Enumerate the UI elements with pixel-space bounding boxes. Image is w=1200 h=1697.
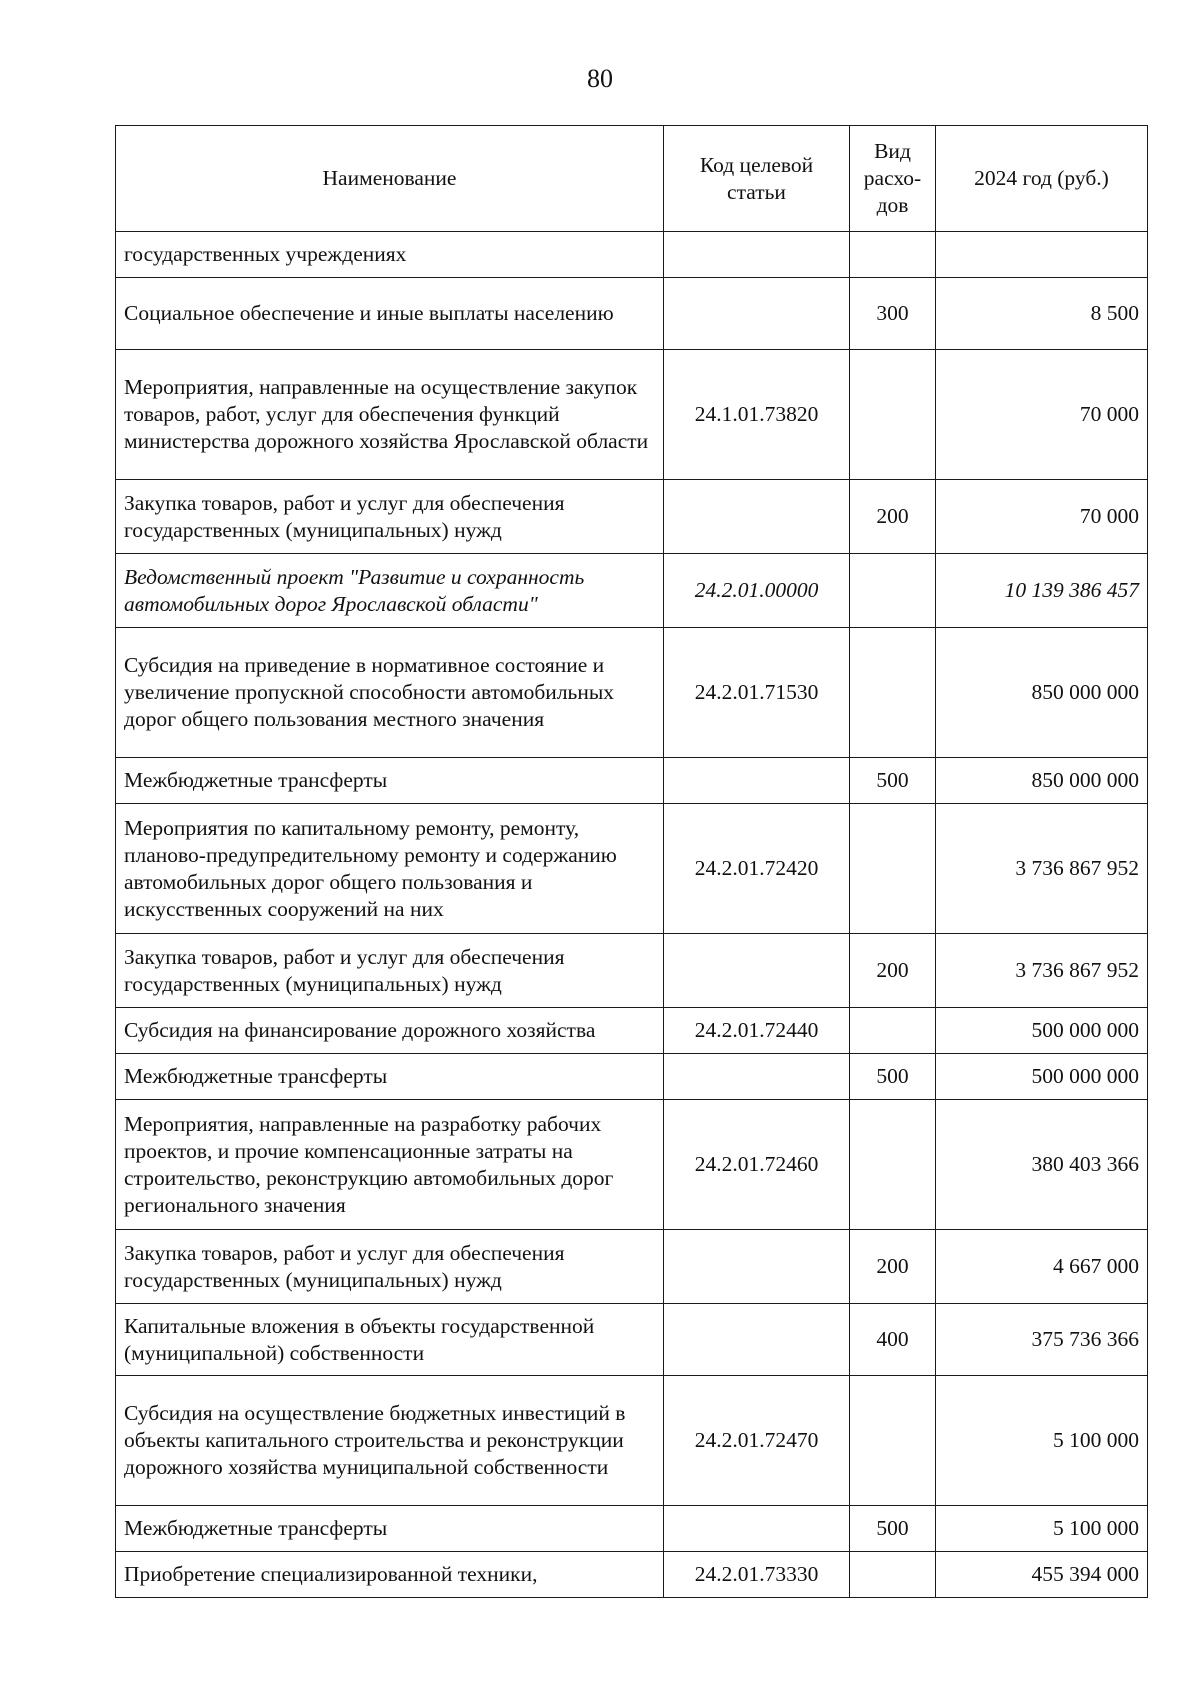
- table-row: [116, 1552, 1148, 1598]
- cell-type: [850, 1552, 936, 1598]
- table-row: [116, 934, 1148, 1008]
- cell-code: [664, 1506, 850, 1552]
- cell-code: 24.2.01.72470: [664, 1376, 850, 1506]
- table-row: [116, 554, 1148, 628]
- cell-code: 24.2.01.72440: [664, 1008, 850, 1054]
- cell-amount: 5 100 000: [936, 1506, 1148, 1552]
- cell-name: Приобретение специализированной техники,: [116, 1552, 664, 1598]
- table-row: [116, 1304, 1148, 1376]
- cell-code: [664, 1304, 850, 1376]
- table-row: [116, 804, 1148, 934]
- cell-amount: 500 000 000: [936, 1008, 1148, 1054]
- cell-code: 24.1.01.73820: [664, 350, 850, 480]
- cell-name: Субсидия на осуществление бюджетных инвестиций в объекты капитального строительства и реконструкции дорожного хозяйства муниципальной собственности: [116, 1376, 664, 1506]
- cell-name: Межбюджетные трансферты: [116, 1506, 664, 1552]
- cell-name: Мероприятия, направленные на разработку рабочих проектов, и прочие компенсационные затраты на строительство, реконструкцию автомобильных дорог регионального значения: [116, 1100, 664, 1230]
- table-row: [116, 1054, 1148, 1100]
- cell-amount: 3 736 867 952: [936, 804, 1148, 934]
- cell-name: государственных учреждениях: [116, 232, 664, 278]
- cell-code: [664, 232, 850, 278]
- cell-code: [664, 758, 850, 804]
- cell-type: [850, 350, 936, 480]
- cell-amount: 500 000 000: [936, 1054, 1148, 1100]
- cell-amount: 70 000: [936, 350, 1148, 480]
- cell-name: Субсидия на приведение в нормативное состояние и увеличение пропускной способности автомобильных дорог общего пользования местного значения: [116, 628, 664, 758]
- cell-code: [664, 934, 850, 1008]
- cell-type: 300: [850, 278, 936, 350]
- cell-type: 200: [850, 1230, 936, 1304]
- cell-code: [664, 1230, 850, 1304]
- header-code: Код целевой статьи: [664, 126, 850, 232]
- table-row: [116, 628, 1148, 758]
- cell-code: [664, 480, 850, 554]
- cell-amount: [936, 232, 1148, 278]
- cell-type: 400: [850, 1304, 936, 1376]
- table-row: [116, 1100, 1148, 1230]
- cell-code: 24.2.01.72420: [664, 804, 850, 934]
- cell-type: [850, 232, 936, 278]
- cell-type: 200: [850, 934, 936, 1008]
- table-row: [116, 1230, 1148, 1304]
- cell-code: [664, 278, 850, 350]
- cell-amount: 3 736 867 952: [936, 934, 1148, 1008]
- cell-name: Мероприятия, направленные на осуществление закупок товаров, работ, услуг для обеспечения функций министерства дорожного хозяйства Ярославской области: [116, 350, 664, 480]
- table-row: [116, 1008, 1148, 1054]
- cell-name: Межбюджетные трансферты: [116, 1054, 664, 1100]
- cell-type: [850, 628, 936, 758]
- budget-table: [115, 125, 1148, 1598]
- cell-code: 24.2.01.00000: [664, 554, 850, 628]
- cell-amount: 375 736 366: [936, 1304, 1148, 1376]
- table-row: [116, 232, 1148, 278]
- cell-amount: 455 394 000: [936, 1552, 1148, 1598]
- cell-type: [850, 1100, 936, 1230]
- cell-code: 24.2.01.72460: [664, 1100, 850, 1230]
- header-amount: 2024 год (руб.): [936, 126, 1148, 232]
- cell-name: Капитальные вложения в объекты государственной (муниципальной) собственности: [116, 1304, 664, 1376]
- cell-amount: 8 500: [936, 278, 1148, 350]
- cell-name: Закупка товаров, работ и услуг для обеспечения государственных (муниципальных) нужд: [116, 480, 664, 554]
- cell-amount: 4 667 000: [936, 1230, 1148, 1304]
- cell-type: 200: [850, 480, 936, 554]
- cell-amount: 10 139 386 457: [936, 554, 1148, 628]
- table-row: [116, 758, 1148, 804]
- cell-amount: 850 000 000: [936, 628, 1148, 758]
- table-row: [116, 1376, 1148, 1506]
- table-row: [116, 1506, 1148, 1552]
- cell-type: [850, 1376, 936, 1506]
- table-row: [116, 480, 1148, 554]
- cell-amount: 380 403 366: [936, 1100, 1148, 1230]
- cell-type: [850, 1008, 936, 1054]
- header-type: Вид расхо-дов: [850, 126, 936, 232]
- cell-name: Закупка товаров, работ и услуг для обеспечения государственных (муниципальных) нужд: [116, 934, 664, 1008]
- cell-name: Ведомственный проект "Развитие и сохранность автомобильных дорог Ярославской области": [116, 554, 664, 628]
- cell-type: 500: [850, 758, 936, 804]
- cell-name: Субсидия на финансирование дорожного хозяйства: [116, 1008, 664, 1054]
- cell-name: Закупка товаров, работ и услуг для обеспечения государственных (муниципальных) нужд: [116, 1230, 664, 1304]
- cell-type: 500: [850, 1506, 936, 1552]
- cell-amount: 5 100 000: [936, 1376, 1148, 1506]
- table-header-row: [116, 126, 1148, 232]
- table-row: [116, 350, 1148, 480]
- cell-code: 24.2.01.73330: [664, 1552, 850, 1598]
- cell-amount: 850 000 000: [936, 758, 1148, 804]
- table-row: [116, 278, 1148, 350]
- header-name: Наименование: [116, 126, 664, 232]
- cell-code: 24.2.01.71530: [664, 628, 850, 758]
- cell-name: Мероприятия по капитальному ремонту, ремонту, планово-предупредительному ремонту и содержанию автомобильных дорог общего пользования и искусственных сооружений на них: [116, 804, 664, 934]
- cell-type: [850, 554, 936, 628]
- page-number: 80: [587, 64, 613, 93]
- cell-type: [850, 804, 936, 934]
- table-body: [116, 232, 1148, 1598]
- cell-type: 500: [850, 1054, 936, 1100]
- cell-code: [664, 1054, 850, 1100]
- cell-amount: 70 000: [936, 480, 1148, 554]
- cell-name: Межбюджетные трансферты: [116, 758, 664, 804]
- cell-name: Социальное обеспечение и иные выплаты населению: [116, 278, 664, 350]
